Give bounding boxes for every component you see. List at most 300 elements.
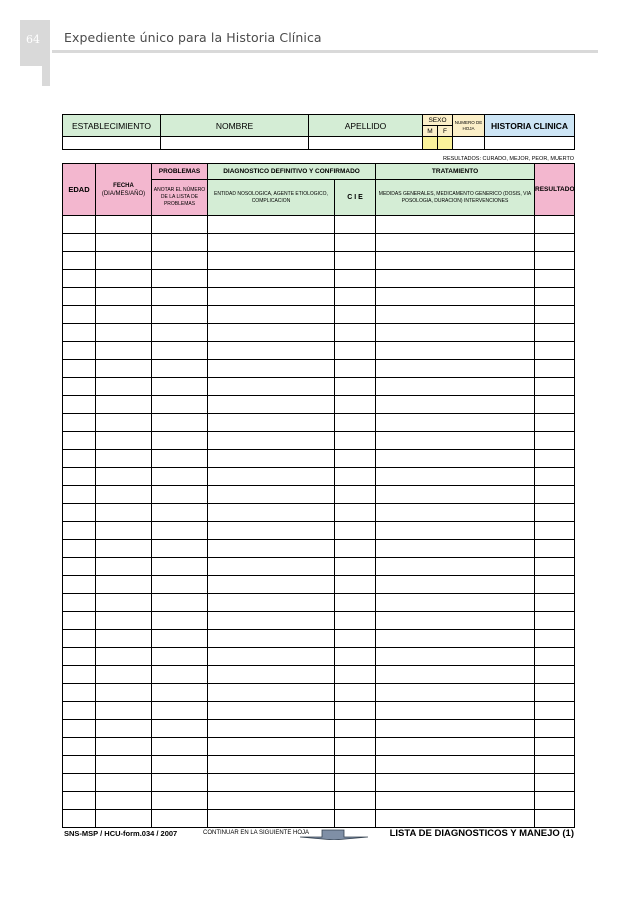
cie-cell[interactable] [335, 252, 376, 270]
diagnostico-cell[interactable] [208, 738, 335, 756]
diagnostico-cell[interactable] [208, 234, 335, 252]
diagnostico-cell[interactable] [208, 720, 335, 738]
diagnostico-header: DIAGNOSTICO DEFINITIVO Y CONFIRMADO [208, 164, 376, 180]
table-row [63, 486, 575, 504]
resultado-cell[interactable] [535, 216, 575, 234]
resultado-cell[interactable] [535, 396, 575, 414]
cie-cell[interactable] [335, 342, 376, 360]
problemas-cell[interactable] [152, 414, 208, 432]
fecha-cell[interactable] [96, 252, 152, 270]
cie-cell[interactable] [335, 756, 376, 774]
problemas-cell[interactable] [152, 234, 208, 252]
tratamiento-cell[interactable] [376, 216, 535, 234]
problemas-cell[interactable] [152, 774, 208, 792]
problemas-cell[interactable] [152, 756, 208, 774]
diagnostico-cell[interactable] [208, 360, 335, 378]
diagnostico-cell[interactable] [208, 792, 335, 810]
edad-cell[interactable] [63, 450, 96, 468]
historia-clinica-field[interactable] [485, 137, 575, 150]
resultado-cell[interactable] [535, 558, 575, 576]
edad-cell[interactable] [63, 504, 96, 522]
problemas-cell[interactable] [152, 360, 208, 378]
tratamiento-cell[interactable] [376, 486, 535, 504]
diagnostico-cell[interactable] [208, 594, 335, 612]
cie-cell[interactable] [335, 720, 376, 738]
diagnostico-cell[interactable] [208, 270, 335, 288]
fecha-cell[interactable] [96, 594, 152, 612]
edad-cell[interactable] [63, 522, 96, 540]
tratamiento-cell[interactable] [376, 360, 535, 378]
nombre-header: NOMBRE [161, 115, 309, 137]
page-number-band-stem [42, 60, 50, 86]
resultado-cell[interactable] [535, 234, 575, 252]
problemas-cell[interactable] [152, 432, 208, 450]
fecha-header [96, 164, 152, 216]
edad-cell[interactable] [63, 396, 96, 414]
fecha-cell[interactable] [96, 414, 152, 432]
problemas-cell[interactable] [152, 702, 208, 720]
edad-cell[interactable] [63, 234, 96, 252]
tratamiento-cell[interactable] [376, 684, 535, 702]
historia-clinica-header: HISTORIA CLINICA [485, 115, 575, 137]
edad-cell[interactable] [63, 252, 96, 270]
tratamiento-cell[interactable] [376, 774, 535, 792]
tratamiento-cell[interactable] [376, 594, 535, 612]
table-row [63, 324, 575, 342]
table-row [63, 360, 575, 378]
table-row [63, 810, 575, 828]
problemas-cell[interactable] [152, 486, 208, 504]
diagnostico-cell[interactable] [208, 306, 335, 324]
sexo-f-field[interactable] [438, 137, 453, 150]
problemas-header: PROBLEMAS [152, 164, 208, 180]
diagnostico-cell[interactable] [208, 576, 335, 594]
resultado-cell[interactable] [535, 630, 575, 648]
cie-cell[interactable] [335, 684, 376, 702]
table-row [63, 540, 575, 558]
fecha-cell[interactable] [96, 738, 152, 756]
problemas-cell[interactable] [152, 306, 208, 324]
table-row [63, 558, 575, 576]
diagnostico-cell[interactable] [208, 288, 335, 306]
tratamiento-cell[interactable] [376, 432, 535, 450]
fecha-cell[interactable] [96, 486, 152, 504]
tratamiento-cell[interactable] [376, 234, 535, 252]
fecha-cell[interactable] [96, 810, 152, 828]
diagnostico-cell[interactable] [208, 378, 335, 396]
problemas-cell[interactable] [152, 666, 208, 684]
table-row [63, 774, 575, 792]
table-row [63, 594, 575, 612]
fecha-cell[interactable] [96, 522, 152, 540]
diagnostico-cell[interactable] [208, 612, 335, 630]
edad-cell[interactable] [63, 360, 96, 378]
resultado-cell[interactable] [535, 414, 575, 432]
table-row [63, 576, 575, 594]
cie-cell[interactable] [335, 612, 376, 630]
cie-cell[interactable] [335, 360, 376, 378]
fecha-cell[interactable] [96, 342, 152, 360]
tratamiento-cell[interactable] [376, 792, 535, 810]
diagnostico-cell[interactable] [208, 468, 335, 486]
fecha-cell[interactable] [96, 684, 152, 702]
nombre-field[interactable] [161, 137, 309, 150]
resultado-cell[interactable] [535, 756, 575, 774]
table-row [63, 306, 575, 324]
edad-cell[interactable] [63, 288, 96, 306]
cie-cell[interactable] [335, 738, 376, 756]
problemas-cell[interactable] [152, 576, 208, 594]
problemas-cell[interactable] [152, 738, 208, 756]
problemas-cell[interactable] [152, 810, 208, 828]
tratamiento-cell[interactable] [376, 630, 535, 648]
tratamiento-cell[interactable] [376, 756, 535, 774]
resultado-cell[interactable] [535, 792, 575, 810]
problemas-cell[interactable] [152, 612, 208, 630]
tratamiento-cell[interactable] [376, 414, 535, 432]
cie-cell[interactable] [335, 432, 376, 450]
problemas-subheader: ANOTAR EL NÚMERO DE LA LISTA DE PROBLEMAS [152, 180, 208, 216]
cie-cell[interactable] [335, 630, 376, 648]
resultado-cell[interactable] [535, 432, 575, 450]
edad-cell[interactable] [63, 576, 96, 594]
fecha-cell[interactable] [96, 234, 152, 252]
cie-cell[interactable] [335, 414, 376, 432]
tratamiento-cell[interactable] [376, 612, 535, 630]
table-row [63, 252, 575, 270]
problemas-cell[interactable] [152, 540, 208, 558]
problemas-cell[interactable] [152, 792, 208, 810]
tratamiento-cell[interactable] [376, 342, 535, 360]
resultado-cell[interactable] [535, 450, 575, 468]
edad-cell[interactable] [63, 630, 96, 648]
cie-cell[interactable] [335, 234, 376, 252]
apellido-header: APELLIDO [309, 115, 423, 137]
resultado-cell[interactable] [535, 648, 575, 666]
table-row [63, 414, 575, 432]
tratamiento-header: TRATAMIENTO [376, 164, 535, 180]
diagnostico-cell[interactable] [208, 414, 335, 432]
fecha-cell[interactable] [96, 450, 152, 468]
edad-cell[interactable] [63, 756, 96, 774]
resultado-cell[interactable] [535, 702, 575, 720]
resultado-cell[interactable] [535, 540, 575, 558]
cie-cell[interactable] [335, 216, 376, 234]
edad-cell[interactable] [63, 558, 96, 576]
tratamiento-cell[interactable] [376, 720, 535, 738]
cie-cell[interactable] [335, 270, 376, 288]
cie-cell[interactable] [335, 792, 376, 810]
cie-cell[interactable] [335, 450, 376, 468]
edad-cell[interactable] [63, 414, 96, 432]
diagnostico-subheader: ENTIDAD NOSOLOGICA, AGENTE ETIOLOGICO, COMPLICACION [208, 180, 335, 216]
problemas-cell[interactable] [152, 396, 208, 414]
table-row [63, 522, 575, 540]
numero-hoja-field[interactable] [453, 137, 485, 150]
fecha-cell[interactable] [96, 306, 152, 324]
resultado-cell[interactable] [535, 720, 575, 738]
apellido-field[interactable] [309, 137, 423, 150]
edad-cell[interactable] [63, 720, 96, 738]
cie-cell[interactable] [335, 306, 376, 324]
resultado-cell[interactable] [535, 306, 575, 324]
problemas-cell[interactable] [152, 252, 208, 270]
fecha-cell[interactable] [96, 540, 152, 558]
problemas-cell[interactable] [152, 684, 208, 702]
fecha-subtitle: (DIA/MES/AÑO) [101, 190, 146, 197]
fecha-cell[interactable] [96, 612, 152, 630]
tratamiento-cell[interactable] [376, 666, 535, 684]
cie-cell[interactable] [335, 666, 376, 684]
problemas-cell[interactable] [152, 342, 208, 360]
sexo-f-header: F [438, 126, 453, 137]
table-row [63, 504, 575, 522]
tratamiento-cell[interactable] [376, 288, 535, 306]
edad-header: EDAD [63, 164, 96, 216]
sexo-m-field[interactable] [423, 137, 438, 150]
table-row [63, 342, 575, 360]
resultado-cell[interactable] [535, 468, 575, 486]
tratamiento-cell[interactable] [376, 450, 535, 468]
diagnostico-cell[interactable] [208, 522, 335, 540]
fecha-cell[interactable] [96, 378, 152, 396]
fecha-cell[interactable] [96, 576, 152, 594]
tratamiento-cell[interactable] [376, 468, 535, 486]
cie-cell[interactable] [335, 648, 376, 666]
fecha-cell[interactable] [96, 666, 152, 684]
resultado-header: RESULTADO [535, 164, 575, 216]
diagnostico-cell[interactable] [208, 558, 335, 576]
resultado-cell[interactable] [535, 738, 575, 756]
resultado-cell[interactable] [535, 666, 575, 684]
table-row [63, 216, 575, 234]
fecha-cell[interactable] [96, 324, 152, 342]
tratamiento-cell[interactable] [376, 270, 535, 288]
cie-cell[interactable] [335, 540, 376, 558]
tratamiento-cell[interactable] [376, 576, 535, 594]
edad-cell[interactable] [63, 666, 96, 684]
fecha-cell[interactable] [96, 288, 152, 306]
page-title: Expediente único para la Historia Clínica [64, 30, 322, 45]
continue-note: CONTINUAR EN LA SIGUIENTE HOJA [203, 830, 310, 836]
resultado-cell[interactable] [535, 774, 575, 792]
fecha-cell[interactable] [96, 720, 152, 738]
edad-cell[interactable] [63, 342, 96, 360]
problemas-cell[interactable] [152, 648, 208, 666]
resultado-cell[interactable] [535, 288, 575, 306]
fecha-cell[interactable] [96, 630, 152, 648]
edad-cell[interactable] [63, 738, 96, 756]
resultado-cell[interactable] [535, 324, 575, 342]
tratamiento-cell[interactable] [376, 504, 535, 522]
table-row [63, 378, 575, 396]
table-row [63, 396, 575, 414]
diagnostico-cell[interactable] [208, 504, 335, 522]
cie-cell[interactable] [335, 504, 376, 522]
edad-cell[interactable] [63, 270, 96, 288]
tratamiento-cell[interactable] [376, 252, 535, 270]
diagnosis-table [62, 163, 575, 828]
fecha-cell[interactable] [96, 468, 152, 486]
problemas-cell[interactable] [152, 216, 208, 234]
diagnostico-cell[interactable] [208, 252, 335, 270]
problemas-cell[interactable] [152, 594, 208, 612]
edad-cell[interactable] [63, 468, 96, 486]
table-row [63, 432, 575, 450]
diagnostico-cell[interactable] [208, 702, 335, 720]
resultado-cell[interactable] [535, 576, 575, 594]
tratamiento-cell[interactable] [376, 810, 535, 828]
fecha-title: FECHA [113, 182, 134, 189]
edad-cell[interactable] [63, 810, 96, 828]
edad-cell[interactable] [63, 702, 96, 720]
form-title: LISTA DE DIAGNOSTICOS Y MANEJO (1) [389, 828, 574, 839]
diagnostico-cell[interactable] [208, 648, 335, 666]
tratamiento-cell[interactable] [376, 702, 535, 720]
diagnostico-cell[interactable] [208, 540, 335, 558]
resultado-cell[interactable] [535, 252, 575, 270]
edad-cell[interactable] [63, 684, 96, 702]
problemas-cell[interactable] [152, 324, 208, 342]
diagnostico-cell[interactable] [208, 450, 335, 468]
tratamiento-cell[interactable] [376, 738, 535, 756]
diagnostico-cell[interactable] [208, 216, 335, 234]
edad-cell[interactable] [63, 432, 96, 450]
edad-cell[interactable] [63, 648, 96, 666]
resultado-cell[interactable] [535, 684, 575, 702]
problemas-cell[interactable] [152, 468, 208, 486]
cie-cell[interactable] [335, 378, 376, 396]
cie-cell[interactable] [335, 594, 376, 612]
diagnostico-cell[interactable] [208, 630, 335, 648]
problemas-cell[interactable] [152, 522, 208, 540]
table-row [63, 450, 575, 468]
table-row [63, 738, 575, 756]
table-row [63, 720, 575, 738]
problemas-cell[interactable] [152, 378, 208, 396]
tratamiento-cell[interactable] [376, 396, 535, 414]
tratamiento-cell[interactable] [376, 648, 535, 666]
tratamiento-cell[interactable] [376, 378, 535, 396]
identification-table [62, 114, 575, 150]
tratamiento-cell[interactable] [376, 540, 535, 558]
results-note: RESULTADOS: CURADO, MEJOR, PEOR, MUERTO [443, 156, 574, 162]
cie-cell[interactable] [335, 576, 376, 594]
page-number: 64 [26, 33, 40, 46]
cie-cell[interactable] [335, 288, 376, 306]
edad-cell[interactable] [63, 612, 96, 630]
problemas-cell[interactable] [152, 504, 208, 522]
numero-hoja-header: NUMERO DE HOJA [453, 115, 485, 137]
fecha-cell[interactable] [96, 774, 152, 792]
problemas-cell[interactable] [152, 630, 208, 648]
fecha-cell[interactable] [96, 702, 152, 720]
establecimiento-header: ESTABLECIMIENTO [63, 115, 161, 137]
edad-cell[interactable] [63, 324, 96, 342]
diagnostico-cell[interactable] [208, 396, 335, 414]
resultado-cell[interactable] [535, 360, 575, 378]
fecha-cell[interactable] [96, 558, 152, 576]
fecha-cell[interactable] [96, 756, 152, 774]
fecha-cell[interactable] [96, 360, 152, 378]
problemas-cell[interactable] [152, 450, 208, 468]
diagnostico-cell[interactable] [208, 774, 335, 792]
table-row [63, 756, 575, 774]
cie-cell[interactable] [335, 810, 376, 828]
table-row [63, 684, 575, 702]
cie-header: C I E [335, 180, 376, 216]
resultado-cell[interactable] [535, 522, 575, 540]
fecha-cell[interactable] [96, 270, 152, 288]
tratamiento-cell[interactable] [376, 324, 535, 342]
cie-cell[interactable] [335, 774, 376, 792]
cie-cell[interactable] [335, 558, 376, 576]
edad-cell[interactable] [63, 594, 96, 612]
tratamiento-cell[interactable] [376, 306, 535, 324]
fecha-cell[interactable] [96, 396, 152, 414]
problemas-cell[interactable] [152, 288, 208, 306]
cie-cell[interactable] [335, 396, 376, 414]
diagnostico-cell[interactable] [208, 810, 335, 828]
table-row [63, 270, 575, 288]
table-row [63, 612, 575, 630]
resultado-cell[interactable] [535, 612, 575, 630]
edad-cell[interactable] [63, 774, 96, 792]
cie-cell[interactable] [335, 702, 376, 720]
diagnostico-cell[interactable] [208, 342, 335, 360]
fecha-cell[interactable] [96, 648, 152, 666]
resultado-cell[interactable] [535, 504, 575, 522]
edad-cell[interactable] [63, 792, 96, 810]
fecha-cell[interactable] [96, 216, 152, 234]
fecha-cell[interactable] [96, 432, 152, 450]
resultado-cell[interactable] [535, 486, 575, 504]
resultado-cell[interactable] [535, 378, 575, 396]
diagnostico-cell[interactable] [208, 486, 335, 504]
diagnostico-cell[interactable] [208, 324, 335, 342]
cie-cell[interactable] [335, 486, 376, 504]
sexo-m-header: M [423, 126, 438, 137]
edad-cell[interactable] [63, 306, 96, 324]
edad-cell[interactable] [63, 216, 96, 234]
diagnostico-cell[interactable] [208, 432, 335, 450]
cie-cell[interactable] [335, 522, 376, 540]
establecimiento-field[interactable] [63, 137, 161, 150]
fecha-cell[interactable] [96, 504, 152, 522]
edad-cell[interactable] [63, 540, 96, 558]
problemas-cell[interactable] [152, 270, 208, 288]
problemas-cell[interactable] [152, 720, 208, 738]
tratamiento-subheader: MEDIDAS GENERALES, MEDICAMENTO GENERICO (DOSIS, VIA POSOLOGIA, DURACION) INTERVENCIONES [376, 180, 535, 216]
edad-cell[interactable] [63, 378, 96, 396]
cie-cell[interactable] [335, 324, 376, 342]
diagnostico-cell[interactable] [208, 756, 335, 774]
resultado-cell[interactable] [535, 270, 575, 288]
fecha-cell[interactable] [96, 792, 152, 810]
diagnostico-cell[interactable] [208, 666, 335, 684]
problemas-cell[interactable] [152, 558, 208, 576]
cie-cell[interactable] [335, 468, 376, 486]
resultado-cell[interactable] [535, 810, 575, 828]
tratamiento-cell[interactable] [376, 558, 535, 576]
table-row [63, 468, 575, 486]
table-row [63, 702, 575, 720]
diagnostico-cell[interactable] [208, 684, 335, 702]
tratamiento-cell[interactable] [376, 522, 535, 540]
edad-cell[interactable] [63, 486, 96, 504]
resultado-cell[interactable] [535, 594, 575, 612]
resultado-cell[interactable] [535, 342, 575, 360]
